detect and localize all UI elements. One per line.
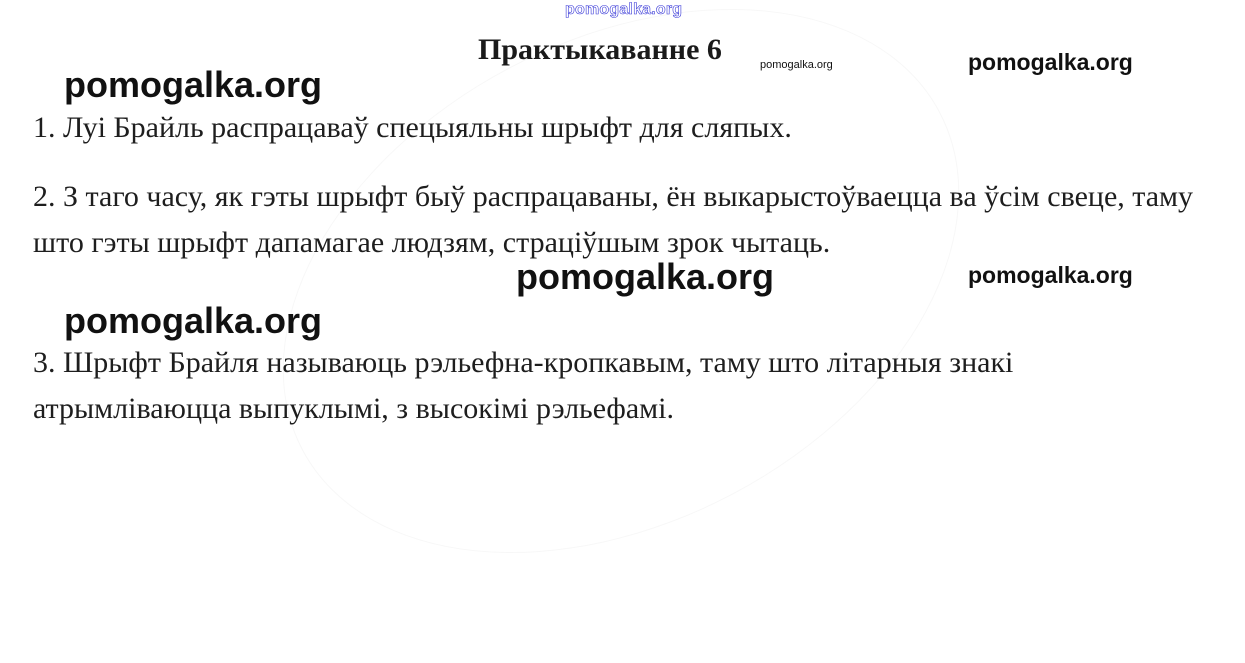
watermark-right-middle: pomogalka.org — [968, 262, 1133, 288]
watermark-left-middle: pomogalka.org — [64, 300, 323, 341]
top-watermark-link[interactable]: pomogalka.org — [565, 1, 683, 18]
watermark-right-upper: pomogalka.org — [968, 49, 1133, 75]
paragraph-3: 3. Шрыфт Брайля называюць рэльефна-кропкавым, таму што літарныя знакі атрымліваюцца выпуклымі, з высокімі рэльефамі. — [33, 346, 1014, 425]
watermark-center: pomogalka.org — [516, 256, 775, 297]
watermark-tiny: pomogalka.org — [760, 59, 833, 71]
page-title: Практыкаванне 6 — [478, 33, 722, 66]
paragraph-2: 2. З таго часу, як гэты шрыфт быў распрацаваны, ён выкарыстоўваецца ва ўсім свеце, таму што гэты шрыфт дапамагае людзям, страціўшым зрок чытаць. — [33, 180, 1194, 259]
watermark-left-upper: pomogalka.org — [64, 64, 323, 105]
paragraph-1: 1. Луі Брайль распрацаваў спецыяльны шрыфт для сляпых. — [33, 111, 792, 144]
